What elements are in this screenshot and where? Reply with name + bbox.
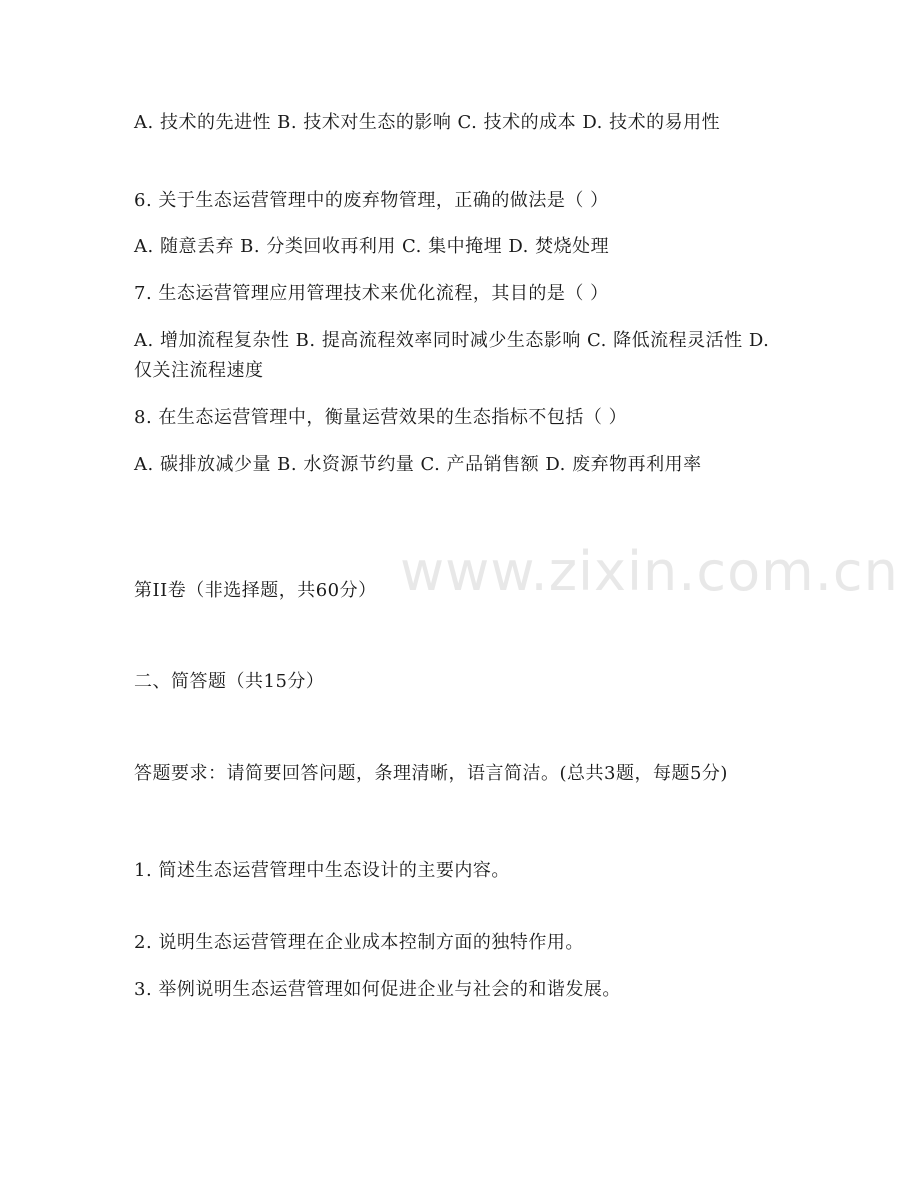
section-heading-short-answer: 二、简答题（共15分） [134,671,325,692]
short-answer-question-3: 3. 举例说明生态运营管理如何促进企业与社会的和谐发展。 [134,979,621,1000]
answer-requirements: 答题要求：请简要回答问题，条理清晰，语言简洁。(总共3题，每题5分) [134,763,728,784]
question-8: 8. 在生态运营管理中，衡量运营效果的生态指标不包括（ ） [134,407,628,428]
short-answer-question-2: 2. 说明生态运营管理在企业成本控制方面的独特作用。 [134,932,584,953]
question-6: 6. 关于生态运营管理中的废弃物管理，正确的做法是（ ） [134,190,609,211]
watermark: www.zixin.com.cn [400,540,899,603]
short-answer-question-1: 1. 简述生态运营管理中生态设计的主要内容。 [134,860,510,881]
question-7-options: A. 增加流程复杂性 B. 提高流程效率同时减少生态影响 C. 降低流程灵活性 D. 仅关注流程速度 [134,330,770,381]
question-5-options: A. 技术的先进性 B. 技术对生态的影响 C. 技术的成本 D. 技术的易用性 [134,112,721,133]
question-6-options: A. 随意丢弃 B. 分类回收再利用 C. 集中掩埋 D. 焚烧处理 [134,236,610,257]
question-7: 7. 生态运营管理应用管理技术来优化流程，其目的是（ ） [134,283,609,304]
question-8-options: A. 碳排放减少量 B. 水资源节约量 C. 产品销售额 D. 废弃物再利用率 [134,454,702,475]
section-heading-part-2: 第II卷（非选择题，共60分） [134,580,377,601]
